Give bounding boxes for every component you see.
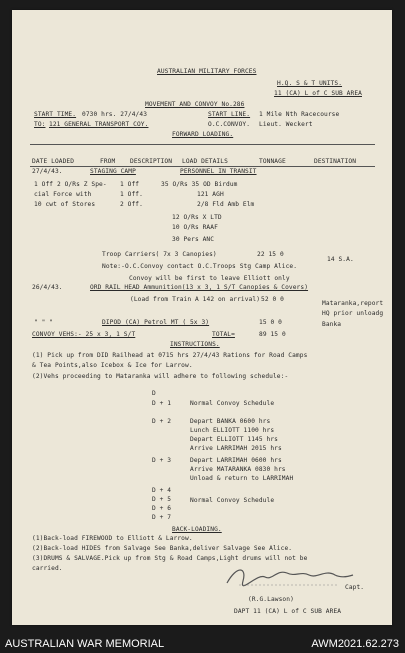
archive-footer [0, 628, 405, 653]
troop-tonnage: 22 15 0 [257, 251, 284, 258]
footer-institution: AUSTRALIAN WAR MEMORIAL [5, 638, 165, 650]
doc-title: AUSTRALIAN MILITARY FORCES [157, 68, 257, 75]
instruction-line: (1) Pick up from DID Railhead at 0715 hrs 27/4/43 Rations for Road Camps [32, 352, 308, 359]
schedule-day: D + 1 [152, 400, 172, 407]
schedule-day: D + 2 [152, 418, 172, 425]
row1-from: 1 Off. [120, 191, 143, 198]
col-load-details: LOAD DETAILS [182, 158, 228, 165]
schedule-text: Depart ELLIOTT 1145 hrs [190, 436, 278, 443]
note-line: Convoy will be first to leave Elliott only [129, 275, 290, 282]
back-loading-line: carried. [32, 565, 63, 572]
col-description: DESCRIPTION [130, 158, 173, 165]
troop-carriers: Troop Carriers( 7x 3 Canopies) [102, 251, 217, 258]
row2-description: ORD RAIL HEAD Ammunition(13 x 3, 1 S/T Canopies & Covers) [90, 284, 309, 291]
row2-destination: Mataranka,report [322, 300, 384, 307]
oc-convoy-value: Lieut. Weckert [259, 121, 313, 128]
schedule-text: Arrive MATARANKA 0830 hrs [190, 466, 286, 473]
row1-line: cial Force with [34, 191, 92, 198]
troop-destination: 14 S.A. [327, 256, 354, 263]
instruction-line: (2)Vehs proceeding to Mataranka will adhere to following schedule:- [32, 373, 289, 380]
oc-convoy-label: O.C.CONVOY. [208, 121, 251, 128]
load-detail: 12 O/Rs X LTD [172, 214, 222, 221]
row1-from: 1 Off [120, 181, 140, 188]
schedule-text: Depart BANKA 0600 hrs [190, 418, 271, 425]
back-loading-line: (3)DRUMS & SALVAGE.Pick up from Stg & Road Camps,Light drums will not be [32, 555, 308, 562]
signature-rank: Capt. [345, 584, 365, 591]
schedule-text: Normal Convoy Schedule [190, 497, 275, 504]
row2-destination: HQ prior unloadg [322, 310, 384, 317]
row1-line: 1 Off 2 O/Rs Z Spe- [34, 181, 107, 188]
back-loading-line: (1)Back-load FIREWOOD to Elliott & Larrow. [32, 535, 193, 542]
instruction-line: & Tea Points,also Icebox & Ice for Larrow. [32, 362, 193, 369]
schedule-day: D + 4 [152, 487, 172, 494]
row2-tonnage: 52 0 0 [261, 296, 284, 303]
row3-tonnage: 15 0 0 [259, 319, 282, 326]
to-value: 121 GENERAL TRANSPORT COY. [49, 121, 149, 128]
schedule-text: Arrive LARRIMAH 2015 hrs [190, 445, 282, 452]
schedule-text: Lunch ELLIOTT 1100 hrs [190, 427, 275, 434]
row3-destination: Banka [322, 321, 342, 328]
col-destination: DESTINATION [314, 158, 357, 165]
start-line-label: START LINE. [208, 111, 251, 118]
divider [30, 166, 375, 167]
col-tonnage: TONNAGE [259, 158, 286, 165]
load-detail: 121 AGH [197, 191, 224, 198]
total-value: 89 15 0 [259, 331, 286, 338]
load-detail: 30 Pers ANC [172, 236, 215, 243]
row3-description: DIPOD (CA) Petrol MT ( 5x 3) [102, 319, 210, 326]
schedule-text: Unload & return to LARRIMAH [190, 475, 294, 482]
document-page [12, 10, 392, 625]
footer-accession-number: AWM2021.62.273 [311, 638, 399, 650]
start-time-label: START TIME. [34, 111, 77, 118]
hq-line: H.Q. S & T UNITS. [277, 80, 343, 87]
back-loading-heading: BACK-LOADING. [172, 526, 222, 533]
col-date: DATE LOADED [32, 158, 75, 165]
row3-dittos: " " " [34, 319, 54, 326]
schedule-text: Normal Convoy Schedule [190, 400, 275, 407]
personnel-in-transit: PERSONNEL IN TRANSIT [180, 168, 257, 175]
forward-loading: FORWARD LOADING. [172, 131, 234, 138]
row2-date: 26/4/43. [32, 284, 63, 291]
instructions-heading: INSTRUCTIONS. [170, 341, 220, 348]
signature [217, 563, 357, 591]
schedule-day: D [152, 390, 156, 397]
row1-date: 27/4/43. [32, 168, 63, 175]
to-label: TO: [34, 121, 46, 128]
schedule-day: D + 6 [152, 505, 172, 512]
staging-camp: STAGING CAMP [90, 168, 136, 175]
row2-load: (Load from Train A 142 on arrival) [130, 296, 261, 303]
divider [30, 144, 375, 145]
load-detail: 10 O/Rs RAAF [172, 224, 218, 231]
start-line-value: 1 Mile Nth Racecourse [259, 111, 340, 118]
row1-line: 10 cwt of Stores [34, 201, 96, 208]
schedule-text: Depart LARRIMAH 0600 hrs [190, 457, 282, 464]
total-label: TOTAL= [212, 331, 235, 338]
load-detail: 35 O/Rs 35 OD Birdum [161, 181, 238, 188]
back-loading-line: (2)Back-load HIDES from Salvage See Banka,deliver Salvage See Alice. [32, 545, 293, 552]
convoy-vehicles: CONVOY VEHS:- 25 x 3, 1 S/T [32, 331, 136, 338]
movement-number: MOVEMENT AND CONVOY No.286 [145, 101, 245, 108]
sub-area: 11 (CA) L of C SUB AREA [274, 90, 362, 97]
signature-unit: DAPT 11 (CA) L of C SUB AREA [234, 608, 342, 615]
row1-from: 2 Off. [120, 201, 143, 208]
schedule-day: D + 7 [152, 514, 172, 521]
col-from: FROM [100, 158, 116, 165]
schedule-day: D + 3 [152, 457, 172, 464]
schedule-day: D + 5 [152, 496, 172, 503]
start-time-value: 0730 hrs. 27/4/43 [82, 111, 148, 118]
signature-name: (R.G.Lawson) [248, 596, 294, 603]
note-line: Note:-O.C.Convoy contact O.C.Troops Stg Camp Alice. [102, 263, 298, 270]
load-detail: 2/8 Fld Amb Elm [197, 201, 255, 208]
